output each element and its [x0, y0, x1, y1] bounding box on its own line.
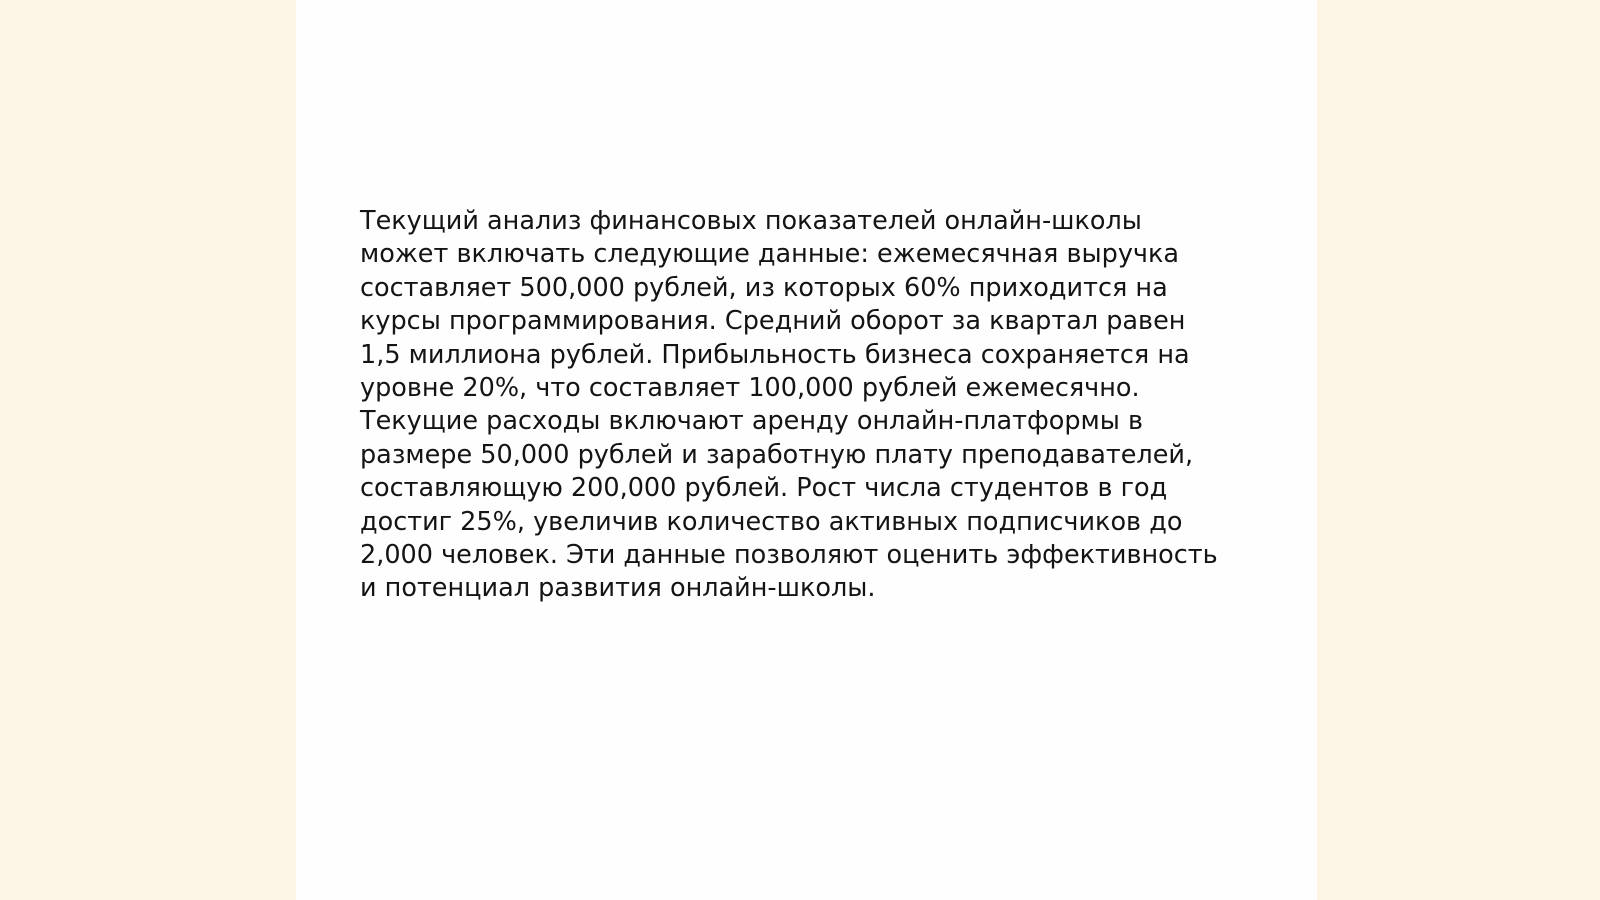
body-paragraph: Текущий анализ финансовых показателей онлайн-школы может включать следующие данные: ежемесячная выручка составляет 500,000 рублей, из которых 60% приходится на курсы программирования. Средний оборот за квартал равен 1,5 миллиона рублей. Прибыльность бизнеса сохраняется на уровне 20%, что составляет 100,000 рублей ежемесячно. Текущие расходы включают аренду онлайн-платформы в размере 50,000 рублей и заработную плату преподавателей, составляющую 200,000 рублей. Рост числа студентов в год достиг 25%, увеличив количество активных подписчиков до 2,000 человек. Эти данные позволяют оценить эффективность и потенциал развития онлайн-школы. — [360, 206, 1218, 604]
left-margin-background — [0, 0, 296, 900]
right-margin-background — [1317, 0, 1600, 900]
slide-canvas — [296, 0, 1317, 900]
